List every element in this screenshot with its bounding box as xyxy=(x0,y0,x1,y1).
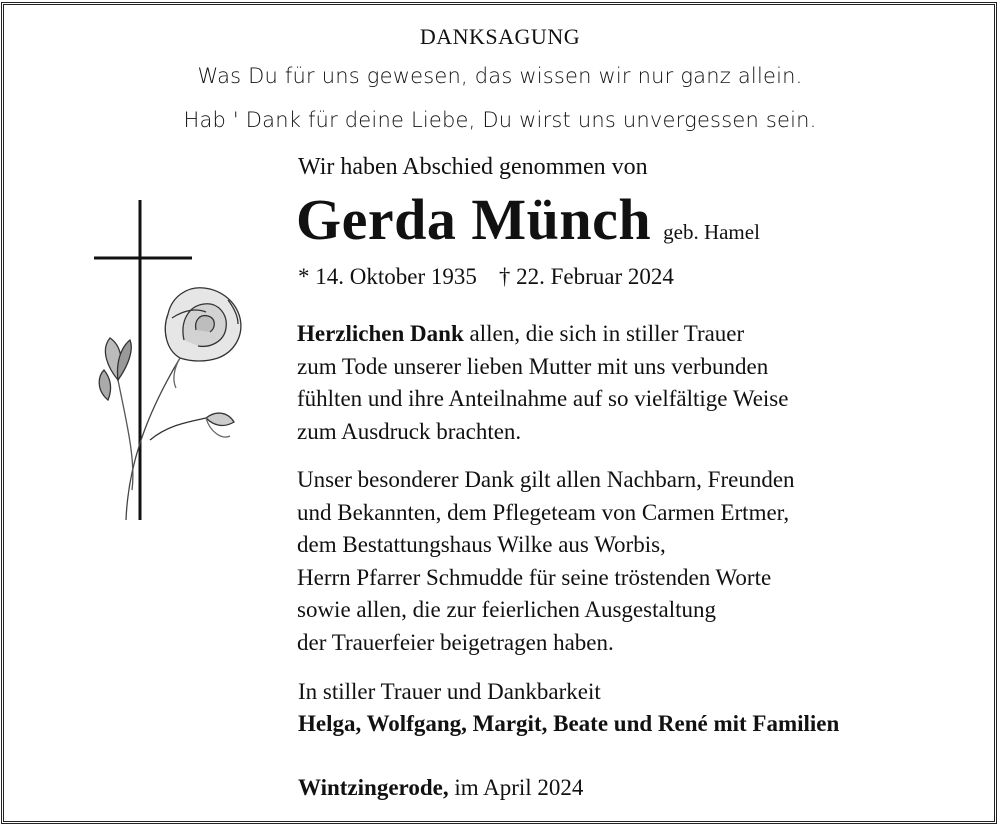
rose-icon xyxy=(99,288,241,520)
place-name: Wintzingerode, xyxy=(298,775,449,800)
special-thanks-line: sowie allen, die zur feierlichen Ausgestaltung xyxy=(297,597,716,622)
life-dates xyxy=(298,264,674,290)
closing-phrase: In stiller Trauer und Dankbarkeit xyxy=(298,679,601,704)
deceased-name: Gerda Münch xyxy=(296,187,652,252)
thanks-line-1 xyxy=(297,318,788,351)
special-thanks-line: dem Bestattungshaus Wilke aus Worbis, xyxy=(297,532,666,557)
notice-date: im April 2024 xyxy=(448,775,584,800)
cross-and-rose-artwork xyxy=(88,190,258,530)
verse-line-1: Was Du für uns gewesen, das wissen wir nur ganz allein. xyxy=(197,64,803,88)
place-and-date xyxy=(298,775,583,801)
closing-block xyxy=(298,676,839,740)
birth-date: * 14. Oktober 1935 xyxy=(298,264,477,289)
thanks-line: zum Ausdruck brachten. xyxy=(297,418,522,444)
thanks-paragraph xyxy=(297,318,788,448)
intro-text: Wir haben Abschied genommen von xyxy=(298,154,648,180)
death-date: † 22. Februar 2024 xyxy=(498,264,674,289)
birth-name: geb. Hamel xyxy=(663,220,760,244)
thanks-lead-rest: allen, die sich in stiller Trauer xyxy=(463,321,745,346)
thanks-line: zum Tode unserer lieben Mutter mit uns verbunden xyxy=(297,353,769,379)
verse-line-2: Hab ' Dank für deine Liebe, Du wirst uns unvergessen sein. xyxy=(183,108,817,132)
thanks-lead: Herzlichen Dank xyxy=(297,321,464,346)
special-thanks-line: Herrn Pfarrer Schmudde für seine tröstenden Worte xyxy=(297,564,772,590)
name-line xyxy=(296,186,760,253)
thanks-line: fühlten und ihre Anteilnahme auf so vielfältige Weise xyxy=(297,386,789,411)
families-signature: Helga, Wolfgang, Margit, Beate und René mit Familien xyxy=(298,711,840,736)
special-thanks-line: der Trauerfeier beigetragen haben. xyxy=(297,629,614,655)
special-thanks-paragraph xyxy=(297,464,795,659)
notice-title: DANKSAGUNG xyxy=(419,24,581,49)
special-thanks-line: Unser besonderer Dank gilt allen Nachbarn, Freunden xyxy=(297,467,795,492)
special-thanks-line: und Bekannten, dem Pflegeteam von Carmen Ertmer, xyxy=(297,499,790,525)
